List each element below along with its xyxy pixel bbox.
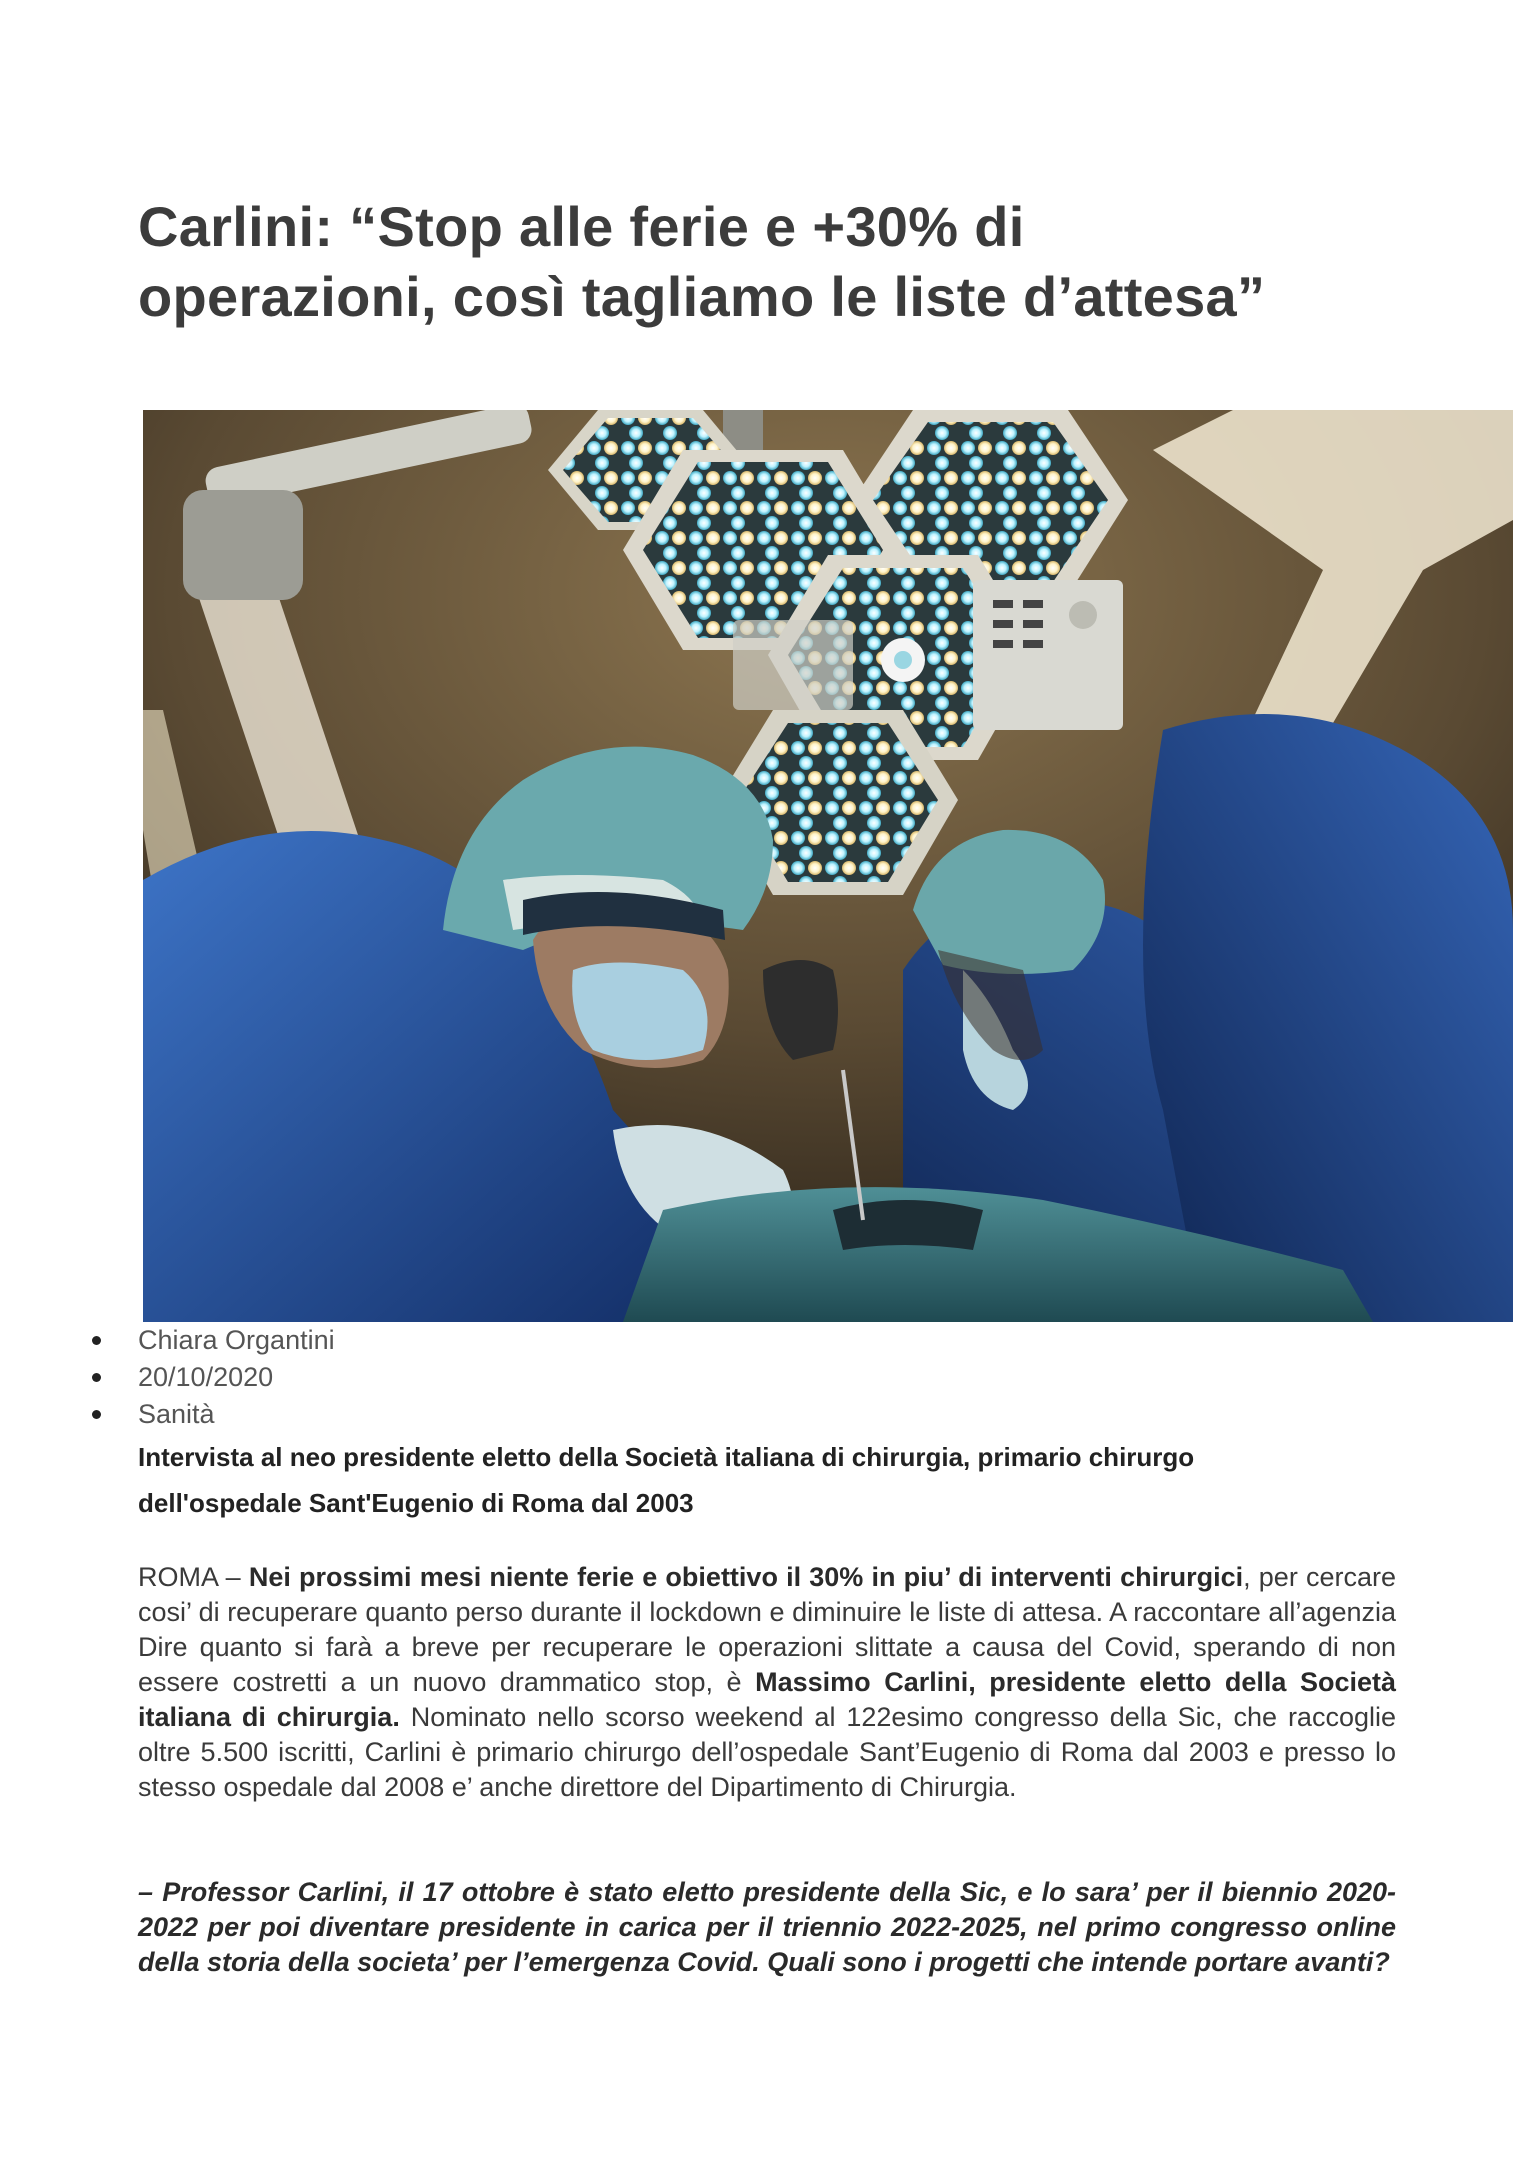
subtitle-line-2: dell'ospedale Sant'Eugenio di Roma dal 2003: [138, 1488, 694, 1518]
bullet-icon: [92, 1373, 101, 1382]
article-subtitle: [138, 1434, 1398, 1526]
article-text-2: Nominato nello scorso weekend al 122esimo congresso della Sic, che raccoglie oltre 5.500 iscritti, Carlini è primario chirurgo dell’ospedale Sant’Eugenio di Roma dal 2003 e presso lo stesso ospedale dal 2008 e’ anche direttore del Dipartimento di Chirurgia.: [138, 1702, 1396, 1802]
meta-author[interactable]: Chiara Organtini: [138, 1325, 335, 1355]
bullet-icon: [92, 1336, 101, 1345]
interview-question: – Professor Carlini, il 17 ottobre è stato eletto presidente della Sic, e lo sara’ per il biennio 2020-2022 per poi diventare presidente in carica per il triennio 2022-2025, nel primo congresso online della storia della societa’ per l’emergenza Covid. Quali sono i progetti che intende portare avanti?: [138, 1877, 1396, 1977]
meta-category[interactable]: Sanità: [138, 1399, 215, 1429]
article-text-1: , per cercare cosi’ di recuperare quanto perso durante il lockdown e diminuire le liste di attesa. A raccontare all’agenzia Dire quanto si farà a breve per recuperare le operazioni slittate a causa del Covid, sperando di non essere costretti a un nuovo drammatico stop, è: [138, 1562, 1396, 1697]
article-bold-name: Massimo Carlini, presidente eletto della Società italiana di chirurgia.: [138, 1667, 1396, 1732]
article-body: [138, 1560, 1396, 1805]
surgery-photo-illustration: [143, 410, 1513, 1322]
title-line-1: Carlini: “Stop alle ferie e +30% di: [138, 195, 1025, 258]
meta-author-item: [88, 1322, 335, 1359]
meta-category-item: [88, 1396, 335, 1433]
article-meta-list: [88, 1322, 335, 1433]
bullet-icon: [92, 1410, 101, 1419]
subtitle-line-1: Intervista al neo presidente eletto della Società italiana di chirurgia, primario chirurgo: [138, 1442, 1195, 1472]
surgery-photo: [143, 410, 1513, 1322]
meta-date-item: [88, 1359, 335, 1396]
meta-date: 20/10/2020: [138, 1362, 274, 1392]
title-line-2: operazioni, così tagliamo le liste d’attesa”: [138, 265, 1266, 328]
article-dateline: ROMA –: [138, 1562, 249, 1592]
article-bold-lead: Nei prossimi mesi niente ferie e obiettivo il 30% in piu’ di interventi chirurgici: [248, 1562, 1244, 1592]
article-title: [138, 192, 1388, 332]
